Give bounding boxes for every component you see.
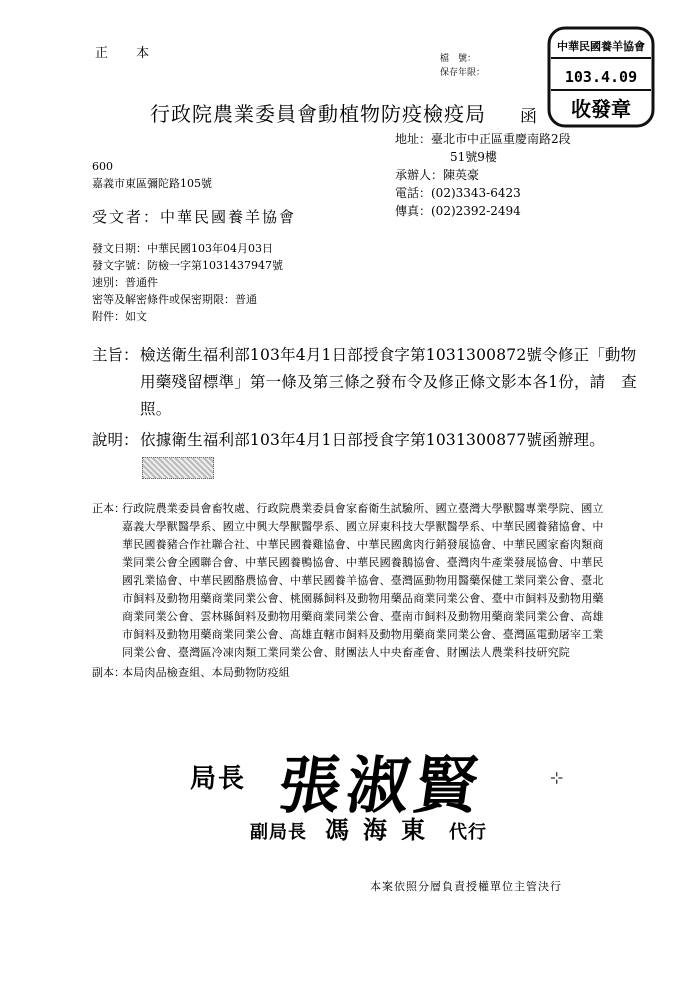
director-signature: 張淑賢 [274,749,489,822]
document-meta [92,240,283,325]
copy-label: 正 本 [95,46,162,61]
retention-label: 保存年限： [440,68,486,78]
received-stamp [545,20,660,132]
explanation-label: 說明： [92,431,139,449]
original-recipients-row [92,500,612,662]
security-level: 密等及解密條件或保密期限：普通 [92,293,257,306]
explanation-text: 依據衛生福利部103年4月1日部授食字第1031300877號函辦理。 [140,431,605,449]
subject-row [92,342,652,423]
issue-date: 發文日期：中華民國103年04月03日 [92,242,273,255]
director-title: 局長 [190,764,247,794]
street-address: 嘉義市東區彌陀路105號 [92,177,212,190]
signature-seal-mark: ⊹ [550,768,564,787]
contact-block [395,130,571,220]
distribution-block [92,500,612,682]
document-number: 發文字號：防檢一字第1031437947號 [92,259,283,272]
document-type: 函 [520,107,537,127]
handler: 承辦人：陳英豪 [395,168,480,182]
authorization-footer: 本案依照分層負責授權單位主管決行 [370,880,562,893]
deputy-line [250,810,487,845]
stamp-top-text: 中華民國養羊協會 [557,40,645,53]
phone: 電話：(02)3343-6423 [395,186,521,200]
stamp-date: 103.4.09 [564,68,638,86]
original-label: 正本： [92,502,125,515]
acting-label: 代行 [449,822,487,843]
deputy-name: 馮海東 [325,815,439,844]
signature-block [190,748,610,858]
copy-recipients-row [92,664,612,682]
explanation-content [140,427,652,481]
fax: 傳真：(02)2392-2494 [395,204,521,218]
address-line-2: 51號9樓 [450,150,497,164]
subject-text: 檢送衛生福利部103年4月1日部授食字第1031300872號令修正「動物用藥殘留標準」第一條及第三條之發布令及修正條文影本各1份，請 查照。 [140,346,637,418]
copy-recipients: 本局肉品檢查組、本局動物防疫組 [122,666,290,679]
stamp-graphic [545,20,660,132]
file-meta [440,52,485,80]
file-number-label: 檔 號： [440,54,477,64]
document-body [92,342,652,481]
copy-label: 副本： [92,666,125,679]
subject-label: 主旨： [92,346,139,364]
recipient-address [92,158,212,192]
recipient: 受文者：中華民國養羊協會 [92,208,297,226]
address-line-1: 地址：臺北市中正區重慶南路2段 [395,132,571,146]
deputy-title: 副局長 [250,822,307,843]
delivery-speed: 速別：普通件 [92,276,158,289]
stamp-bottom-text: 收發章 [571,97,631,121]
zip-code: 600 [92,160,113,173]
issuer-name: 行政院農業委員會動植物防疫檢疫局 [150,102,486,126]
original-recipients: 行政院農業委員會畜牧處、行政院農業委員會家畜衛生試驗所、國立臺灣大學獸醫專業學院、國立嘉義大學獸醫學系、國立中興大學獸醫學系、國立屏東科技大學獸醫學系、中華民國養豬協會、中華民國養豬合作社聯合社、中華民國養雞協會、中華民國禽肉行銷發展協會、中華民國家畜肉類商業同業公會全國聯合會、中華民國養鴨協會、中華民國養鵝協會、臺灣肉牛產業發展協會、中華民國乳業協會、中華民國酪農協會、中華民國養羊協會、臺灣區動物用醫藥保健工業同業公會、臺北市飼料及動物用藥商業同業公會、桃園縣飼料及動物用藥品商業同業公會、臺中市飼料及動物用藥商業同業公會、雲林縣飼料及動物用藥商業同業公會、臺南市飼料及動物用藥商業同業公會、高雄市飼料及動物用藥商業同業公會、高雄直轄市飼料及動物用藥商業同業公會、臺灣區電動屠宰工業同業公會、臺灣區冷凍肉類工業同業公會、財團法人中央畜產會、財團法人農業科技研究院 [122,502,604,659]
explanation-row [92,427,652,481]
redaction-mark [142,457,214,479]
attachment: 附件：如文 [92,310,147,323]
